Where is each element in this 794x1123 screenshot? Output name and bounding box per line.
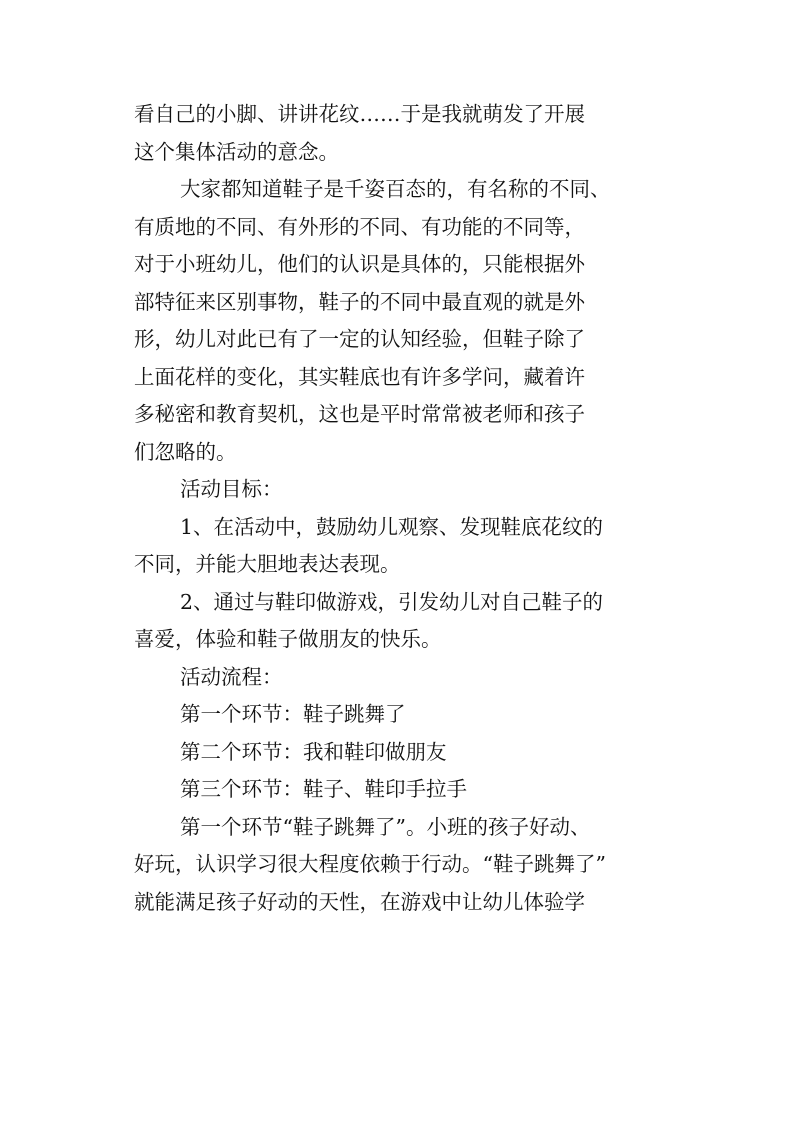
paragraph-line: 这个集体活动的意念。	[134, 139, 339, 164]
paragraph-line: 们忽略的。	[134, 439, 237, 464]
section-heading: 活动目标：	[180, 477, 283, 501]
paragraph-line: 形，幼儿对此已有了一定的认知经验，但鞋子除了	[134, 327, 585, 351]
paragraph-line: 有质地的不同、有外形的不同、有功能的不同等，	[134, 214, 585, 239]
paragraph-line: 第一个环节“鞋子跳舞了”。小班的孩子好动、	[180, 814, 591, 839]
process-step: 第三个环节：鞋子、鞋印手拉手	[180, 777, 467, 801]
goal-item-continued: 不同，并能大胆地表达表现。	[134, 552, 401, 576]
paragraph-line: 上面花样的变化，其实鞋底也有许多学问，藏着许	[134, 364, 585, 389]
paragraph-line: 大家都知道鞋子是千姿百态的，有名称的不同、	[180, 177, 611, 201]
goal-item: 1、在活动中，鼓励幼儿观察、发现鞋底花纹的	[180, 514, 604, 539]
paragraph-line: 多秘密和教育契机，这也是平时常常被老师和孩子	[134, 402, 585, 426]
paragraph-line: 对于小班幼儿，他们的认识是具体的，只能根据外	[134, 252, 585, 276]
paragraph-line: 看自己的小脚、讲讲花纹……于是我就萌发了开展	[134, 102, 585, 126]
goal-item-continued: 喜爱，体验和鞋子做朋友的快乐。	[134, 627, 442, 651]
goal-item: 2、通过与鞋印做游戏，引发幼儿对自己鞋子的	[180, 589, 604, 614]
section-heading: 活动流程：	[180, 664, 283, 689]
process-step: 第二个环节：我和鞋印做朋友	[180, 739, 447, 764]
document-body	[134, 96, 674, 921]
paragraph-line: 好玩，认识学习很大程度依赖于行动。“鞋子跳舞了”	[134, 852, 606, 876]
paragraph-line: 就能满足孩子好动的天性，在游戏中让幼儿体验学	[134, 889, 585, 914]
process-step: 第一个环节：鞋子跳舞了	[180, 702, 406, 726]
paragraph-line: 部特征来区别事物，鞋子的不同中最直观的就是外	[134, 289, 585, 314]
